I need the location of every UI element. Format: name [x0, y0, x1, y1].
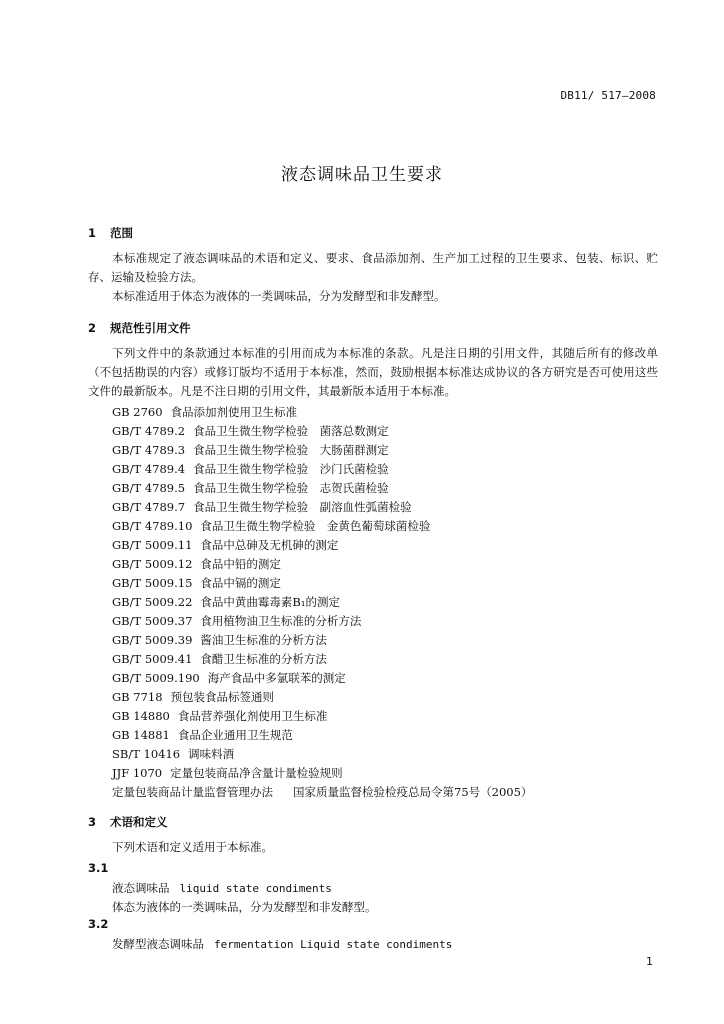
reference-item — [112, 404, 297, 420]
section-number: 1 — [88, 226, 97, 240]
document-title: 液态调味品卫生要求 — [281, 165, 443, 185]
section-title: 规范性引用文件 — [110, 321, 191, 335]
reference-item — [112, 746, 234, 762]
terms-intro-paragraph: 下列术语和定义适用于本标准。 — [112, 840, 273, 854]
section-3-heading — [88, 814, 168, 830]
reference-name: 预包装食品标签通则 — [170, 690, 275, 704]
reference-item — [112, 670, 346, 686]
reference-item — [112, 613, 361, 629]
reference-name: 酱油卫生标准的分析方法 — [200, 633, 327, 647]
reference-item — [112, 784, 532, 800]
reference-item — [112, 518, 430, 534]
reference-item — [112, 575, 281, 591]
section-title: 术语和定义 — [110, 815, 168, 829]
reference-code: GB/T 4789.4 — [112, 462, 186, 476]
reference-code: GB/T 4789.3 — [112, 443, 186, 457]
reference-item — [112, 480, 389, 496]
reference-name: 食品卫生微生物学检验 副溶血性弧菌检验 — [193, 500, 412, 514]
reference-name: 食品卫生微生物学检验 大肠菌群测定 — [193, 443, 389, 457]
term-title — [112, 880, 332, 896]
reference-item — [112, 594, 340, 610]
reference-name: 食品中总砷及无机砷的测定 — [200, 538, 339, 552]
term-definition: 体态为液体的一类调味品，分为发酵型和非发酵型。 — [112, 900, 377, 914]
reference-item — [112, 556, 281, 572]
reference-name: 食品企业通用卫生规范 — [177, 728, 293, 742]
reference-item — [112, 537, 338, 553]
reference-code: GB/T 5009.22 — [112, 595, 193, 609]
term-title — [112, 936, 452, 952]
document-code: DB11/ 517—2008 — [560, 89, 656, 102]
reference-item — [112, 423, 389, 439]
reference-name: 定量包装商品净含量计量检验规则 — [170, 766, 343, 780]
reference-name: 食品中铅的测定 — [200, 557, 281, 571]
reference-name: 食品卫生微生物学检验 志贺氏菌检验 — [193, 481, 389, 495]
reference-name: 调味料酒 — [188, 747, 235, 761]
reference-item — [112, 461, 389, 477]
reference-item — [112, 765, 343, 781]
section-number: 3 — [88, 815, 97, 829]
references-intro-paragraph: 下列文件中的条款通过本标准的引用而成为本标准的条款。凡是注日期的引用文件，其随后所有的修改单（不包括勘误的内容）或修订版均不适用于本标准，然而，鼓励根据本标准达成协议的各方研究是否可使用这些文件的最新版本。凡是不注日期的引用文件，其最新版本适用于本标准。 — [88, 346, 658, 398]
section-number: 2 — [88, 321, 97, 335]
reference-code: 定量包装商品计量监督管理办法 — [112, 785, 273, 799]
term-english: fermentation Liquid state condiments — [214, 938, 453, 951]
section-title: 范围 — [110, 226, 134, 240]
term-chinese: 液态调味品 — [112, 881, 170, 895]
reference-code: GB/T 4789.2 — [112, 424, 186, 438]
reference-item — [112, 442, 389, 458]
scope-paragraph-2: 本标准适用于体态为液体的一类调味品，分为发酵型和非发酵型。 — [112, 289, 446, 303]
page-number: 1 — [646, 955, 653, 968]
reference-code: GB/T 4789.10 — [112, 519, 193, 533]
term-english: liquid state condiments — [179, 882, 332, 895]
reference-code: GB/T 5009.190 — [112, 671, 200, 685]
scope-paragraph-1: 本标准规定了液态调味品的术语和定义、要求、食品添加剂、生产加工过程的卫生要求、包装、标识、贮存、运输及检验方法。 — [88, 251, 658, 284]
reference-code: GB 7718 — [112, 690, 163, 704]
reference-code: GB/T 4789.7 — [112, 500, 186, 514]
reference-item — [112, 689, 274, 705]
section-2-heading — [88, 320, 191, 336]
reference-item — [112, 651, 327, 667]
reference-code: GB 2760 — [112, 405, 163, 419]
reference-code: SB/T 10416 — [112, 747, 181, 761]
reference-name: 海产食品中多氯联苯的测定 — [207, 671, 346, 685]
reference-code: GB/T 5009.12 — [112, 557, 193, 571]
reference-code: GB/T 4789.5 — [112, 481, 186, 495]
term-chinese: 发酵型液态调味品 — [112, 937, 204, 951]
reference-item — [112, 727, 293, 743]
reference-name: 食品中镉的测定 — [200, 576, 281, 590]
reference-code: JJF 1070 — [112, 766, 163, 780]
reference-name: 食品卫生微生物学检验 金黄色葡萄球菌检验 — [200, 519, 431, 533]
term-number: 3.2 — [88, 917, 109, 931]
reference-name: 食品卫生微生物学检验 沙门氏菌检验 — [193, 462, 389, 476]
reference-code: GB/T 5009.15 — [112, 576, 193, 590]
reference-code: GB/T 5009.41 — [112, 652, 193, 666]
reference-name: 食品卫生微生物学检验 菌落总数测定 — [193, 424, 389, 438]
reference-code: GB 14881 — [112, 728, 170, 742]
reference-name: 国家质量监督检验检疫总局令第75号（2005） — [293, 785, 533, 799]
reference-code: GB/T 5009.39 — [112, 633, 193, 647]
reference-name: 食品添加剂使用卫生标准 — [170, 405, 298, 419]
reference-name: 食用植物油卫生标准的分析方法 — [200, 614, 362, 628]
reference-name: 食醋卫生标准的分析方法 — [200, 652, 327, 666]
reference-name: 食品中黄曲霉毒素B₁的测定 — [200, 595, 340, 609]
reference-code: GB 14880 — [112, 709, 170, 723]
reference-code: GB/T 5009.11 — [112, 538, 193, 552]
reference-name: 食品营养强化剂使用卫生标准 — [177, 709, 328, 723]
reference-item — [112, 708, 327, 724]
reference-item — [112, 632, 327, 648]
reference-item — [112, 499, 412, 515]
reference-code: GB/T 5009.37 — [112, 614, 193, 628]
section-1-heading — [88, 225, 133, 241]
term-number: 3.1 — [88, 861, 109, 875]
